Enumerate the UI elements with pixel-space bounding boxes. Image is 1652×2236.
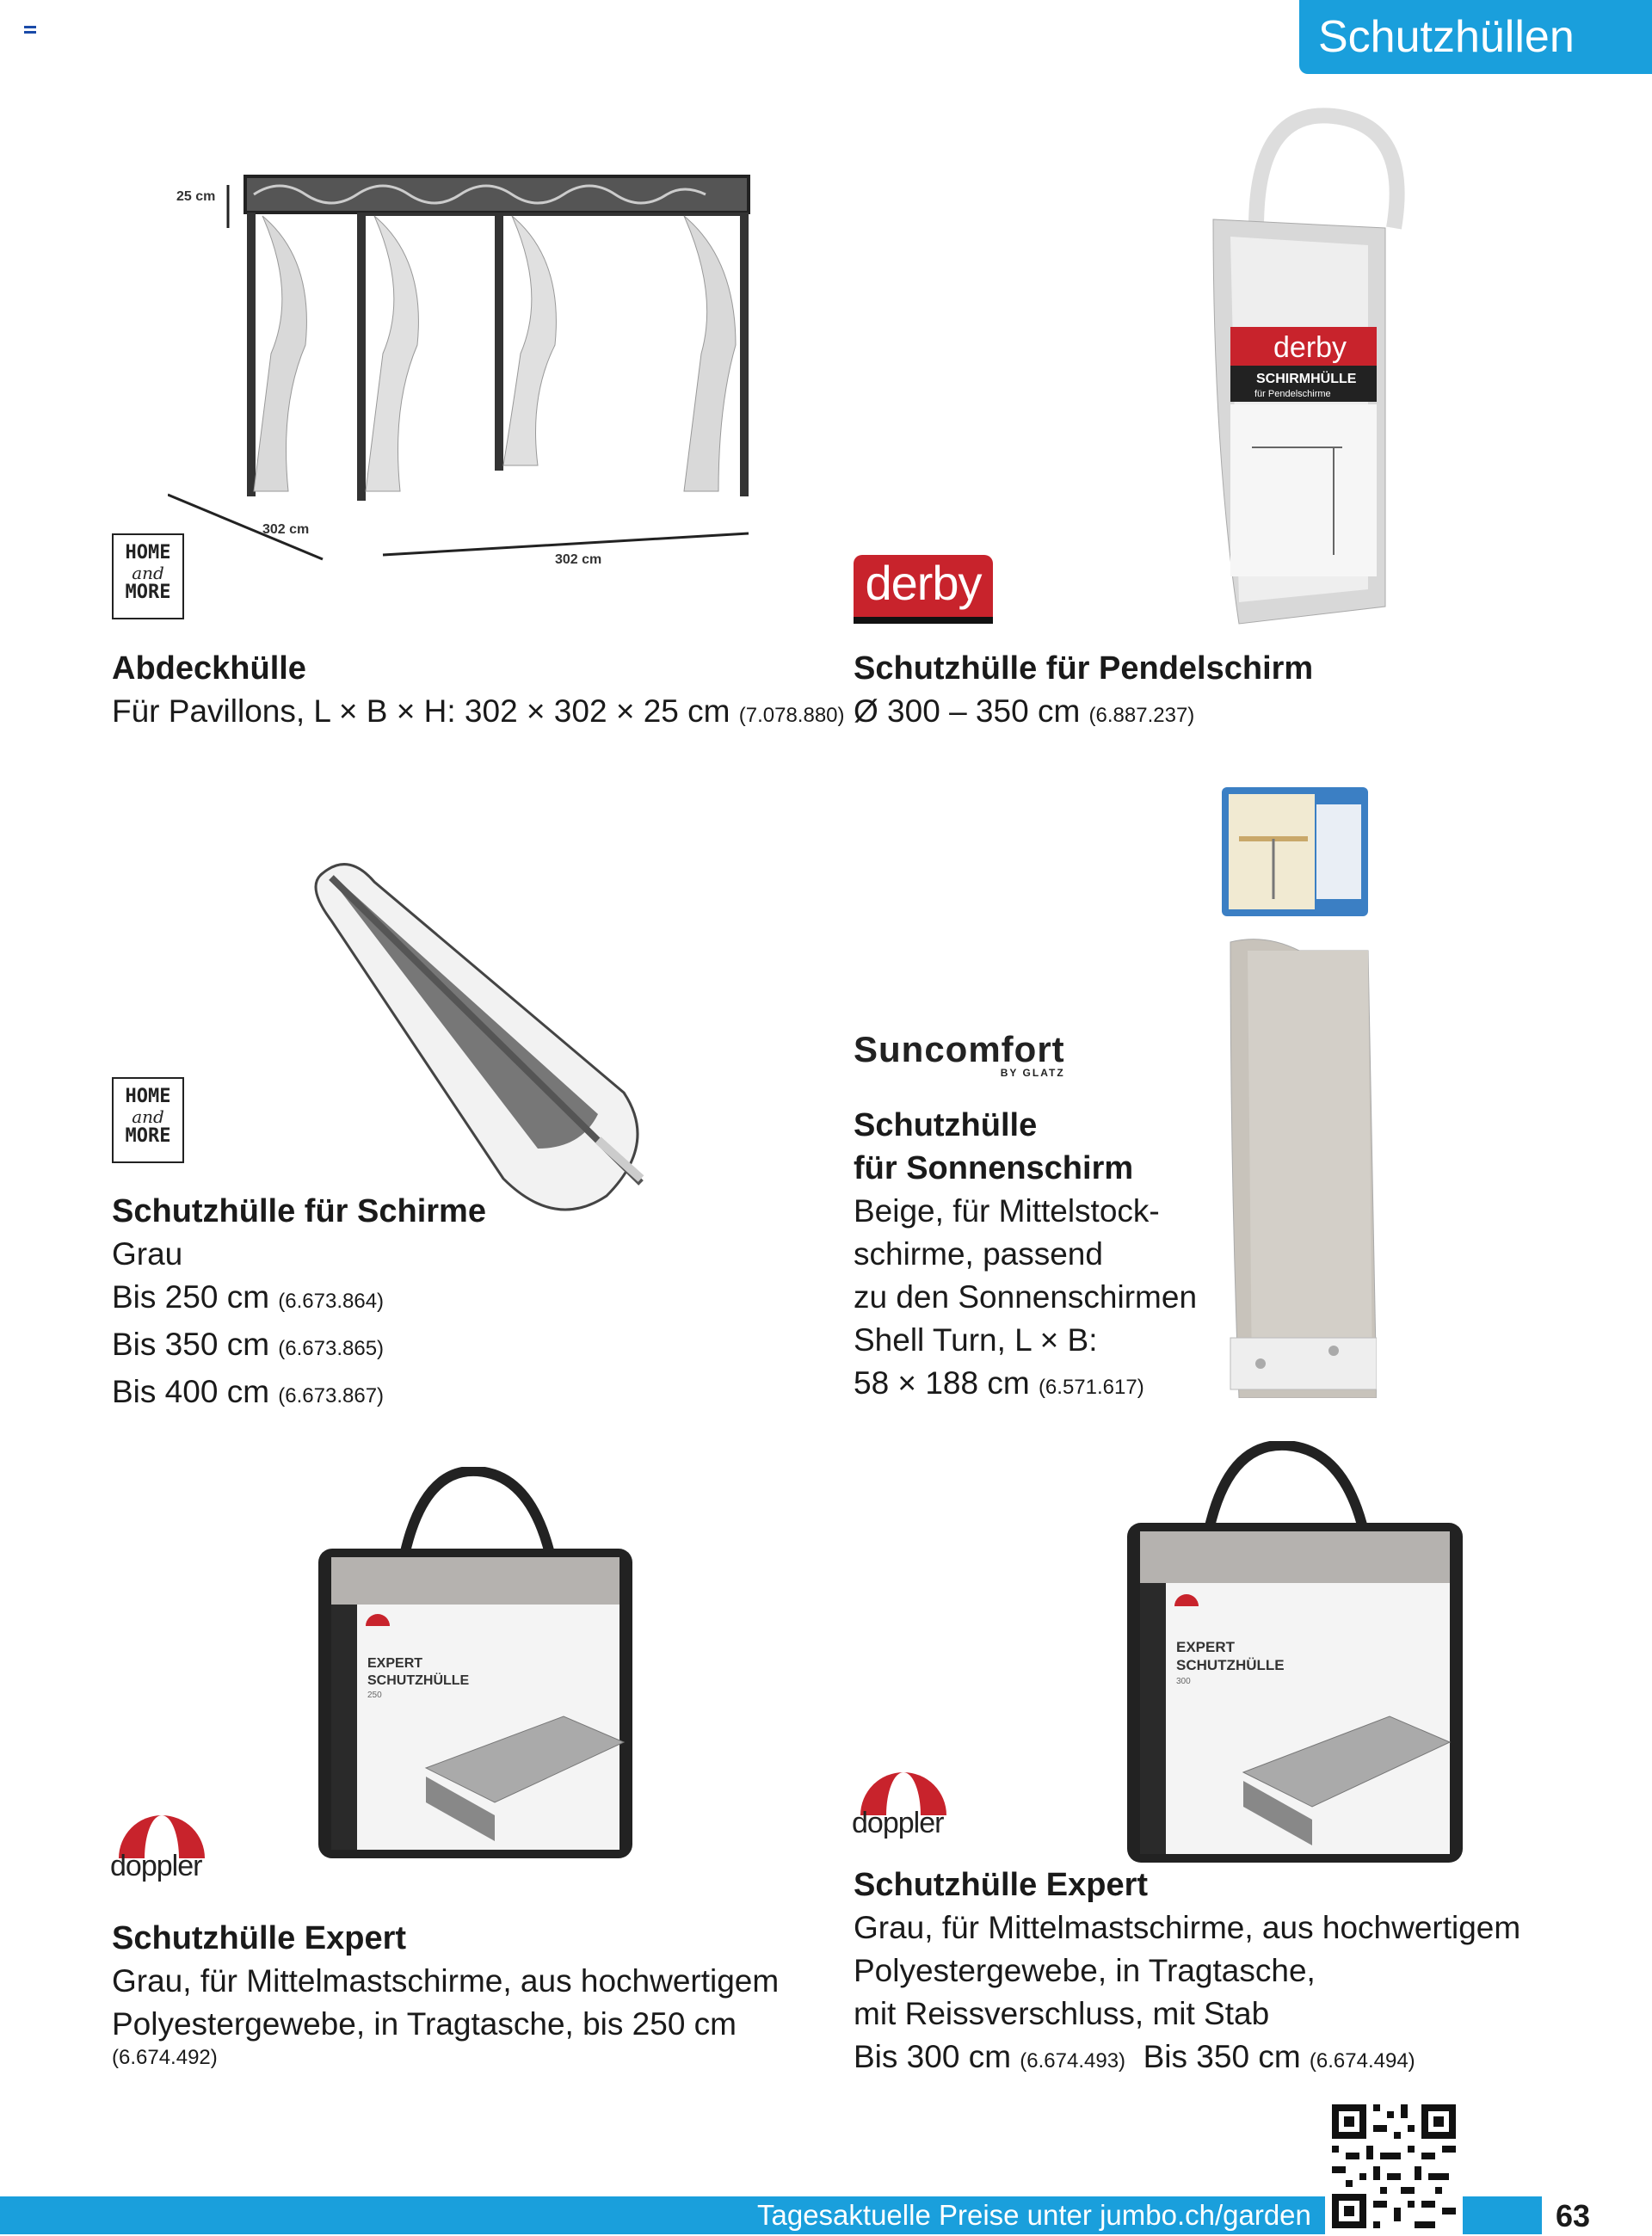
product-line: Für Pavillons, L × B × H: 302 × 302 × 25 cm (7.078.880) [112, 693, 845, 729]
product-line: Shell Turn, L × B: [854, 1322, 1098, 1358]
article-code: (6.887.237) [1088, 704, 1195, 727]
package-line2: für Pendelschirme [1254, 389, 1331, 399]
product-title: Schutzhülle für Schirme [112, 1193, 486, 1229]
suncomfort-logo: Suncomfort BY GLATZ [854, 1029, 1065, 1079]
article-code: (6.673.864) [278, 1290, 385, 1313]
product-pendelschirm [854, 647, 1313, 737]
menu-icon [24, 26, 36, 38]
doppler-bag-image-250 [314, 1467, 641, 1863]
suncomfort-cover-image [1213, 779, 1377, 1398]
derby-cover-image [1205, 108, 1411, 632]
article-code: (6.673.865) [278, 1337, 385, 1360]
product-line: schirme, passend [854, 1236, 1103, 1272]
product-variants: Bis 300 cm (6.674.493) Bis 350 cm (6.674.494) [854, 2039, 1415, 2074]
product-schirme [112, 1190, 486, 1418]
product-title-line: für Sonnenschirm [854, 1150, 1134, 1186]
product-expert-300 [854, 1863, 1520, 2083]
bag-line1: EXPERT [367, 1656, 423, 1671]
derby-logo: derby [854, 555, 993, 624]
article-code: (7.078.880) [738, 704, 845, 727]
doppler-logo: doppler [852, 1807, 944, 1839]
product-title: Schutzhülle Expert [854, 1867, 1149, 1903]
product-line: mit Reissverschluss, mit Stab [854, 1996, 1270, 2031]
page-badge [1473, 2196, 1542, 2234]
article-code: (6.571.617) [1038, 1376, 1144, 1399]
article-code: (6.674.494) [1309, 2049, 1415, 2073]
product-line: zu den Sonnenschirmen [854, 1279, 1198, 1315]
product-line: Bis 250 cm (6.673.864) [112, 1279, 385, 1315]
product-line: 58 × 188 cm (6.571.617) [854, 1365, 1144, 1401]
doppler-bag-image-300 [1123, 1441, 1467, 1867]
product-expert-250 [112, 1917, 779, 2070]
bag-line2: SCHUTZHÜLLE [367, 1673, 470, 1688]
pavilion-image [168, 142, 787, 572]
product-line: Grau, für Mittelmastschirme, aus hochwertigem [854, 1910, 1521, 1945]
home-and-more-logo: HOME and MORE [112, 533, 184, 619]
product-title: Schutzhülle Expert [112, 1920, 407, 1956]
product-line: Beige, für Mittelstock- [854, 1193, 1160, 1229]
product-line: Grau [112, 1236, 183, 1272]
bag-line2: SCHUTZHÜLLE [1176, 1657, 1285, 1673]
product-line: Bis 350 cm (6.673.865) [112, 1327, 385, 1362]
width-label: 302 cm [555, 552, 602, 567]
product-line: Grau, für Mittelmastschirme, aus hochwertigem [112, 1963, 780, 1999]
umbrella-cover-image [314, 856, 675, 1217]
qr-code-icon[interactable] [1325, 2097, 1463, 2235]
product-abdeckhuelle [112, 647, 845, 737]
package-line1: SCHIRMHÜLLE [1256, 372, 1357, 386]
height-label: 25 cm [176, 189, 216, 204]
package-brand: derby [1273, 331, 1347, 364]
product-line: Polyestergewebe, in Tragtasche, bis 250 cm [112, 2006, 737, 2042]
footer-link-text[interactable]: Tagesaktuelle Preise unter jumbo.ch/garden [757, 2199, 1311, 2231]
depth-label: 302 cm [262, 522, 310, 537]
product-line: Ø 300 – 350 cm (6.887.237) [854, 693, 1195, 729]
home-and-more-logo: HOME and MORE [112, 1077, 184, 1163]
section-tab: Schutzhüllen [1299, 0, 1652, 74]
article-code: (6.673.867) [278, 1384, 385, 1408]
suncomfort-sub: BY GLATZ [1000, 1067, 1065, 1079]
product-title: Abdeckhülle [112, 650, 306, 687]
bag-size: 300 [1176, 1677, 1191, 1686]
product-line: Polyestergewebe, in Tragtasche, [854, 1953, 1316, 1988]
product-sonnenschirm [854, 1104, 1197, 1409]
product-title: Schutzhülle für Pendelschirm [854, 650, 1314, 687]
article-code: (6.674.493) [1020, 2049, 1126, 2073]
article-code: (6.674.492) [112, 2046, 218, 2069]
bag-size: 250 [367, 1691, 382, 1700]
page-number: 63 [1556, 2198, 1591, 2233]
product-line: Bis 400 cm (6.673.867) [112, 1374, 385, 1409]
product-title-line: Schutzhülle [854, 1107, 1038, 1143]
doppler-logo: doppler [110, 1850, 202, 1882]
bag-line1: EXPERT [1176, 1639, 1236, 1655]
